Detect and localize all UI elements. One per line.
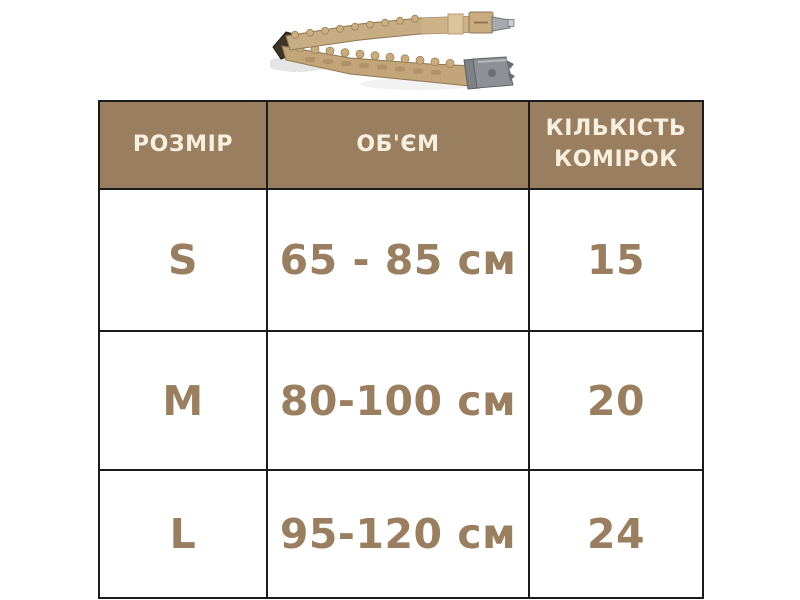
header-cells-count: КІЛЬКІСТЬ КОМІРОК — [529, 101, 703, 189]
volume-cell: 65 - 85 см — [267, 189, 529, 331]
tactical-belt-illustration — [270, 2, 515, 94]
belt-buckle-cobra — [464, 57, 515, 89]
size-table-header — [99, 101, 703, 189]
belt-strap-upper — [286, 12, 493, 50]
header-row — [99, 101, 703, 189]
table-row — [99, 470, 703, 598]
belt-photo — [270, 2, 515, 94]
size-table — [98, 100, 704, 599]
cells-count-cell: 20 — [529, 331, 703, 470]
volume-cell: 80-100 см — [267, 331, 529, 470]
volume-cell: 95-120 см — [267, 470, 529, 598]
size-cell: M — [99, 331, 267, 470]
header-volume: ОБ'ЄМ — [267, 101, 529, 189]
table-row — [99, 189, 703, 331]
belt-elastic-keeper — [448, 14, 463, 34]
header-size: РОЗМІР — [99, 101, 267, 189]
size-cell: L — [99, 470, 267, 598]
cells-count-cell: 15 — [529, 189, 703, 331]
belt-buckle-tab — [492, 17, 514, 31]
size-cell: S — [99, 189, 267, 331]
cells-count-cell: 24 — [529, 470, 703, 598]
table-row — [99, 331, 703, 470]
